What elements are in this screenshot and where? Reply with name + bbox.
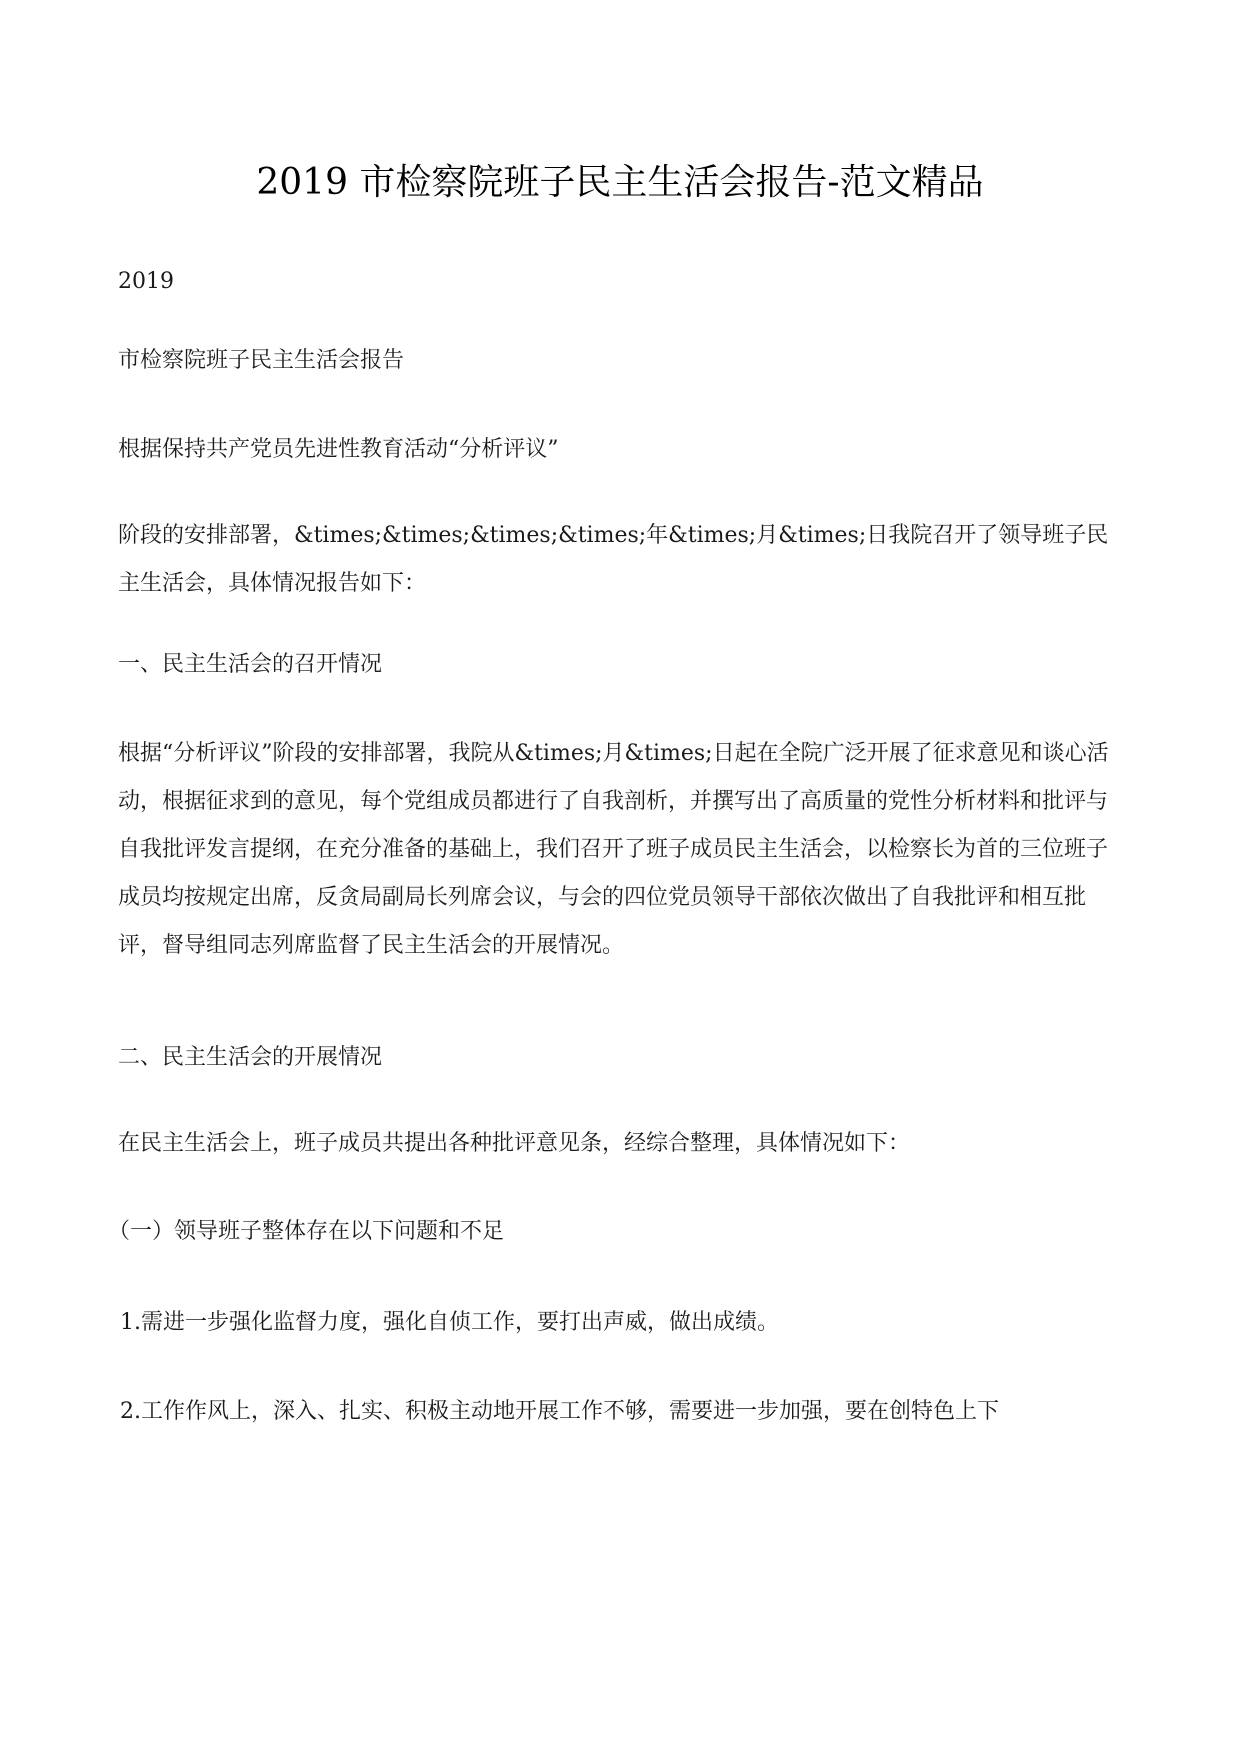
subsection-heading-1: （一）领导班子整体存在以下问题和不足 <box>108 1219 505 1244</box>
section-heading-1: 一、民主生活会的召开情况 <box>118 652 383 677</box>
paragraph-section-1-body: 根据“分析评议”阶段的安排部署，我院从&times;月&times;日起在全院广泛开展了征求意见和谈心活动，根据征求到的意见，每个党组成员都进行了自我剖析，并撰写出了高质量的党性分析材料和批评与自我批评发言提纲，在充分准备的基础上，我们召开了班子成员民主生活会，以检察长为首的三位班子成员均按规定出席，反贪局副局长列席会议，与会的四位党员领导干部依次做出了自我批评和相互批评，督导组同志列席监督了民主生活会的开展情况。 <box>118 741 1109 958</box>
paragraph-year: 2019 <box>118 269 174 294</box>
list-item-2: 2.工作作风上，深入、扎实、积极主动地开展工作不够，需要进一步加强，要在创特色上下 <box>120 1399 999 1424</box>
paragraph-report-name: 市检察院班子民主生活会报告 <box>118 348 405 373</box>
paragraph-intro: 根据保持共产党员先进性教育活动“分析评议” <box>118 437 559 462</box>
section-heading-2: 二、民主生活会的开展情况 <box>118 1045 383 1070</box>
document-title: 2019 市检察院班子民主生活会报告-范文精品 <box>256 162 984 203</box>
list-item-1: 1.需进一步强化监督力度，强化自侦工作，要打出声威，做出成绩。 <box>120 1310 779 1335</box>
paragraph-arrangement: 阶段的安排部署，&times;&times;&times;&times;年&times;月&times;日我院召开了领导班子民主生活会，具体情况报告如下： <box>118 523 1109 596</box>
paragraph-section-2-intro: 在民主生活会上，班子成员共提出各种批评意见条，经综合整理，具体情况如下： <box>118 1131 911 1156</box>
